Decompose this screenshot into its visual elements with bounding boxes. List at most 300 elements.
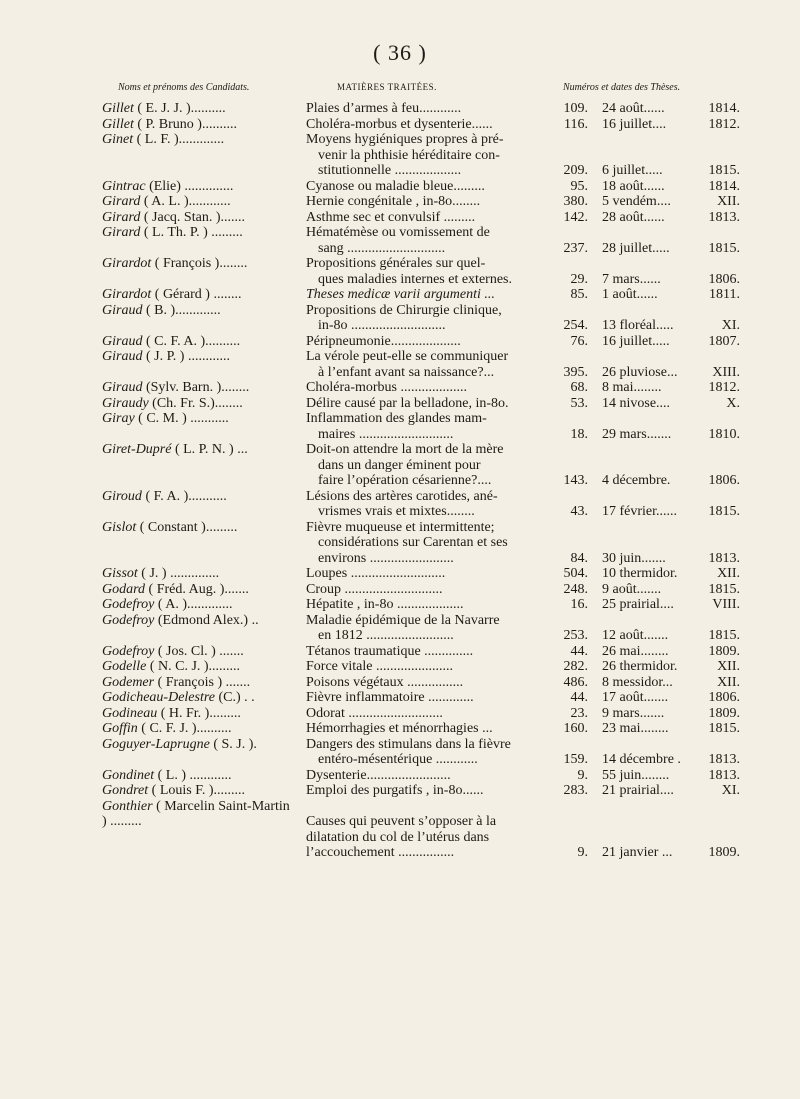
table-row xyxy=(0,225,800,256)
candidate-name xyxy=(102,287,297,303)
table-row xyxy=(0,287,800,303)
thesis-day-month: 8 mai........ xyxy=(602,380,662,395)
subject-line: sang ............................ xyxy=(318,240,446,256)
thesis-number: 395. xyxy=(563,364,588,380)
candidate-name xyxy=(102,644,297,660)
column-headers xyxy=(0,82,800,98)
candidate-name xyxy=(102,799,297,830)
thesis-year: VIII. xyxy=(712,597,740,612)
thesis-day-month: 23 mai........ xyxy=(602,721,669,736)
thesis-day-month: 21 prairial.... xyxy=(602,783,674,798)
thesis-day-month: 28 juillet..... xyxy=(602,240,670,256)
thesis-day-month: 21 janvier ... xyxy=(602,845,673,860)
thesis-day-month: 6 juillet..... xyxy=(602,163,663,178)
candidate-given-names: ( J. P. ) ............ xyxy=(142,349,230,364)
thesis-subject xyxy=(306,675,550,691)
subject-line: Dysenterie........................ xyxy=(306,767,451,783)
table-row xyxy=(0,597,800,613)
candidate-name xyxy=(102,380,297,396)
thesis-date xyxy=(602,566,740,582)
thesis-number: 142. xyxy=(563,209,588,225)
thesis-year: 1810. xyxy=(708,426,740,442)
thesis-day-month: 26 mai........ xyxy=(602,643,669,659)
candidate-surname: Goffin xyxy=(102,721,138,736)
candidate-name xyxy=(102,768,297,784)
thesis-day-month: 55 juin........ xyxy=(602,767,670,783)
candidate-name xyxy=(102,334,297,350)
candidate-surname: Giroud xyxy=(102,488,142,504)
table-row xyxy=(0,737,800,768)
candidate-surname: Gillet xyxy=(102,116,134,132)
table-row xyxy=(0,303,800,334)
thesis-year: 1813. xyxy=(708,752,740,767)
candidate-surname: Girard xyxy=(102,194,141,209)
candidate-surname: Goguyer-Laprugne xyxy=(102,736,210,752)
candidate-given-names: ( S. J. ). xyxy=(209,736,257,752)
thesis-year: 1814. xyxy=(708,178,740,194)
candidate-given-names: ( H. Fr. )......... xyxy=(157,705,241,721)
candidate-surname: Giraud xyxy=(102,380,143,395)
candidate-name xyxy=(102,597,297,613)
subject-line: considérations sur Carentan et ses xyxy=(318,535,508,550)
thesis-number: 18. xyxy=(570,426,588,442)
thesis-number: 143. xyxy=(563,473,588,488)
subject-line: Fièvre inflammatoire ............. xyxy=(306,690,474,705)
thesis-day-month: 9 août....... xyxy=(602,581,662,597)
candidate-surname: Godefroy xyxy=(102,612,155,628)
candidate-given-names: ( J. ) .............. xyxy=(137,566,220,581)
candidate-name xyxy=(102,225,297,241)
table-row xyxy=(0,117,800,133)
subject-line: Hernie congénitale , in-8o........ xyxy=(306,194,481,209)
thesis-subject xyxy=(306,659,550,675)
candidate-surname: Godemer xyxy=(102,674,155,690)
subject-line: Doit-on attendre la mort de la mère xyxy=(306,442,504,457)
header-numbers: Numéros et dates des Thèses. xyxy=(563,82,681,93)
candidate-name xyxy=(102,179,297,195)
candidate-surname: Gondinet xyxy=(102,767,155,783)
thesis-year: 1809. xyxy=(708,705,740,721)
thesis-number: 237. xyxy=(563,240,588,256)
candidate-given-names: ( L. Th. P. ) ......... xyxy=(140,225,243,240)
thesis-year: 1811. xyxy=(709,287,740,302)
table-row xyxy=(0,210,800,226)
thesis-subject xyxy=(306,582,550,598)
thesis-date xyxy=(602,427,740,443)
table-row xyxy=(0,799,800,861)
thesis-subject xyxy=(306,256,550,287)
thesis-year: 1813. xyxy=(708,767,740,783)
candidate-given-names: ( C. F. A. ).......... xyxy=(142,333,241,349)
subject-line: Hépatite , in-8o ................... xyxy=(306,597,464,612)
thesis-day-month: 29 mars....... xyxy=(602,426,672,442)
subject-line: en 1812 ......................... xyxy=(318,628,454,643)
thesis-day-month: 18 août...... xyxy=(602,178,665,194)
candidate-name xyxy=(102,101,297,117)
thesis-subject xyxy=(306,721,550,737)
table-row xyxy=(0,334,800,350)
thesis-number: 504. xyxy=(563,566,588,581)
candidate-surname: Gondret xyxy=(102,783,149,798)
subject-line: Odorat ........................... xyxy=(306,705,443,721)
thesis-number: 44. xyxy=(570,643,588,659)
thesis-year: 1806. xyxy=(708,473,740,488)
thesis-year: 1812. xyxy=(708,380,740,395)
thesis-subject xyxy=(306,132,550,179)
table-row xyxy=(0,194,800,210)
thesis-subject xyxy=(306,442,550,489)
candidate-given-names: ( Constant )......... xyxy=(136,519,238,535)
candidate-given-names: ( L. P. N. ) ... xyxy=(171,442,248,457)
thesis-year: 1815. xyxy=(708,628,740,643)
candidate-given-names: ( Gérard ) ........ xyxy=(151,287,242,302)
thesis-date xyxy=(602,551,740,567)
thesis-list xyxy=(0,101,800,861)
candidate-name xyxy=(102,442,297,458)
thesis-number: 23. xyxy=(570,705,588,721)
candidate-given-names: ( François ) ....... xyxy=(154,674,251,690)
table-row xyxy=(0,721,800,737)
thesis-number: 109. xyxy=(563,101,588,116)
thesis-subject xyxy=(306,287,550,303)
table-row xyxy=(0,132,800,179)
candidate-surname: Godelle xyxy=(102,659,147,674)
thesis-subject xyxy=(306,799,550,861)
candidate-name xyxy=(102,489,297,505)
thesis-day-month: 5 vendém.... xyxy=(602,194,671,209)
candidate-surname: Gillet xyxy=(102,101,134,116)
subject-line: Cyanose ou maladie bleue......... xyxy=(306,178,485,194)
subject-line: Maladie épidémique de la Navarre xyxy=(306,612,500,628)
thesis-year: 1815. xyxy=(708,581,740,597)
table-row xyxy=(0,489,800,520)
table-row xyxy=(0,179,800,195)
thesis-subject xyxy=(306,706,550,722)
thesis-number: 486. xyxy=(563,674,588,690)
thesis-date xyxy=(602,675,740,691)
header-names: Noms et prénoms des Candidats. xyxy=(118,82,250,93)
candidate-name xyxy=(102,303,297,319)
thesis-day-month: 17 août....... xyxy=(602,690,669,705)
thesis-date xyxy=(602,768,740,784)
thesis-subject xyxy=(306,566,550,582)
table-row xyxy=(0,101,800,117)
thesis-number: 283. xyxy=(563,783,588,798)
thesis-day-month: 25 prairial.... xyxy=(602,597,674,612)
candidate-given-names: ( Marcelin Saint-Martin ) ......... xyxy=(102,798,290,829)
candidate-name xyxy=(102,194,297,210)
candidate-given-names: ( Jos. Cl. ) ....... xyxy=(154,643,244,659)
subject-line: Theses medicæ varii argumenti ... xyxy=(306,287,495,302)
thesis-day-month: 17 février...... xyxy=(602,504,678,519)
table-row xyxy=(0,349,800,380)
thesis-subject xyxy=(306,768,550,784)
subject-line: Causes qui peuvent s’opposer à la xyxy=(306,814,497,829)
page-number: ( 36 ) xyxy=(373,40,427,65)
thesis-subject xyxy=(306,690,550,706)
thesis-year: 1807. xyxy=(708,333,740,349)
thesis-number: 160. xyxy=(563,721,588,736)
subject-line: Moyens hygiéniques propres à pré- xyxy=(306,132,504,147)
subject-line: Force vitale ...................... xyxy=(306,659,453,674)
thesis-number: 76. xyxy=(570,333,588,349)
candidate-given-names: (Ch. Fr. S.)........ xyxy=(148,395,243,411)
thesis-number: 380. xyxy=(563,194,588,209)
candidate-given-names: (Edmond Alex.) .. xyxy=(154,612,259,628)
table-row xyxy=(0,411,800,442)
thesis-date xyxy=(602,597,740,613)
subject-line: l’accouchement ................ xyxy=(306,845,455,860)
thesis-number: 44. xyxy=(570,690,588,705)
thesis-year: 1806. xyxy=(708,690,740,705)
thesis-subject xyxy=(306,644,550,660)
thesis-year: 1815. xyxy=(708,721,740,736)
candidate-surname: Giraud xyxy=(102,333,143,349)
subject-line: à l’enfant avant sa naissance?... xyxy=(318,364,495,380)
subject-line: dilatation du col de l’utérus dans xyxy=(306,829,490,845)
candidate-surname: Gislot xyxy=(102,519,137,535)
thesis-number: 43. xyxy=(570,504,588,519)
header-matters: MATIÈRES TRAITÉES. xyxy=(337,82,437,92)
thesis-subject xyxy=(306,101,550,117)
subject-line: venir la phthisie héréditaire con- xyxy=(318,147,500,163)
thesis-day-month: 12 août....... xyxy=(602,628,669,643)
candidate-surname: Godineau xyxy=(102,705,158,721)
thesis-number: 9. xyxy=(577,767,588,783)
thesis-year: XII. xyxy=(717,194,740,209)
thesis-subject xyxy=(306,194,550,210)
candidate-name xyxy=(102,706,297,722)
thesis-year: XI. xyxy=(721,318,740,333)
table-row xyxy=(0,783,800,799)
thesis-year: 1814. xyxy=(708,101,740,116)
candidate-surname: Ginet xyxy=(102,132,134,147)
thesis-number: 248. xyxy=(563,581,588,597)
subject-line: Plaies d’armes à feu............ xyxy=(306,101,462,116)
subject-line: Choléra-morbus et dysenterie...... xyxy=(306,116,493,132)
candidate-surname: Godicheau-Delestre xyxy=(102,690,215,705)
table-row xyxy=(0,768,800,784)
subject-line: entéro-mésentérique ............ xyxy=(318,752,478,767)
subject-line: Hématémèse ou vomissement de xyxy=(306,225,490,240)
thesis-date xyxy=(602,845,740,861)
thesis-day-month: 9 mars....... xyxy=(602,705,665,721)
subject-line: vrismes vrais et mixtes........ xyxy=(318,504,475,519)
candidate-given-names: ( B. )............. xyxy=(142,302,221,318)
subject-line: environs ........................ xyxy=(318,550,454,566)
thesis-subject xyxy=(306,225,550,256)
candidate-surname: Giret-Dupré xyxy=(102,442,172,457)
subject-line: Emploi des purgatifs , in-8o...... xyxy=(306,783,484,798)
thesis-year: 1812. xyxy=(708,116,740,132)
thesis-day-month: 14 décembre . xyxy=(602,752,681,767)
candidate-name xyxy=(102,783,297,799)
thesis-year: 1809. xyxy=(708,643,740,659)
thesis-year: X. xyxy=(726,395,740,411)
thesis-date xyxy=(602,396,740,412)
candidate-surname: Girard xyxy=(102,209,141,225)
thesis-subject xyxy=(306,380,550,396)
candidate-surname: Godefroy xyxy=(102,597,155,612)
thesis-date xyxy=(602,721,740,737)
thesis-date xyxy=(602,706,740,722)
candidate-given-names: ( C. M. ) ........... xyxy=(134,411,229,426)
candidate-given-names: ( E. J. J. ).......... xyxy=(133,101,226,116)
candidate-given-names: (Elie) .............. xyxy=(145,178,234,194)
thesis-year: 1815. xyxy=(708,240,740,256)
candidate-given-names: ( A. L. )............ xyxy=(140,194,231,209)
candidate-surname: Giray xyxy=(102,411,135,426)
subject-line: Péripneumonie.................... xyxy=(306,333,461,349)
thesis-day-month: 1 août...... xyxy=(602,287,658,302)
thesis-date xyxy=(602,117,740,133)
thesis-day-month: 8 messidor... xyxy=(602,674,673,690)
thesis-number: 95. xyxy=(570,178,588,194)
thesis-subject xyxy=(306,210,550,226)
thesis-day-month: 10 thermidor. xyxy=(602,566,678,581)
subject-line: Fièvre muqueuse et intermittente; xyxy=(306,519,495,535)
subject-line: Délire causé par la belladone, in-8o. xyxy=(306,395,509,411)
thesis-subject xyxy=(306,613,550,644)
table-row xyxy=(0,659,800,675)
thesis-date xyxy=(602,628,740,644)
candidate-name xyxy=(102,411,297,427)
candidate-name xyxy=(102,690,297,706)
candidate-surname: Gintrac xyxy=(102,178,146,194)
candidate-surname: Girard xyxy=(102,225,141,240)
thesis-day-month: 26 pluviose... xyxy=(602,364,678,380)
thesis-date xyxy=(602,644,740,660)
thesis-date xyxy=(602,504,740,520)
candidate-surname: Giraud xyxy=(102,349,143,364)
candidate-surname: Girardot xyxy=(102,256,152,271)
subject-line: Propositions de Chirurgie clinique, xyxy=(306,302,502,318)
subject-line: Asthme sec et convulsif ......... xyxy=(306,209,476,225)
candidate-name xyxy=(102,659,297,675)
thesis-number: 209. xyxy=(563,163,588,178)
candidate-given-names: ( A. )............. xyxy=(154,597,233,612)
thesis-day-month: 28 août...... xyxy=(602,209,665,225)
table-row xyxy=(0,706,800,722)
thesis-day-month: 7 mars...... xyxy=(602,271,661,287)
thesis-year: XII. xyxy=(717,659,740,674)
thesis-number: 254. xyxy=(563,318,588,333)
thesis-year: 1815. xyxy=(708,504,740,519)
thesis-year: XIII. xyxy=(712,364,740,380)
subject-line xyxy=(306,799,550,815)
candidate-name xyxy=(102,613,297,629)
candidate-given-names: (Sylv. Barn. )........ xyxy=(142,380,250,395)
thesis-date xyxy=(602,659,740,675)
thesis-date xyxy=(602,241,740,257)
thesis-year: 1809. xyxy=(708,845,740,860)
thesis-subject xyxy=(306,411,550,442)
thesis-date xyxy=(602,210,740,226)
thesis-date xyxy=(602,582,740,598)
subject-line: Tétanos traumatique .............. xyxy=(306,643,474,659)
subject-line: faire l’opération césarienne?.... xyxy=(318,473,492,488)
thesis-date xyxy=(602,365,740,381)
candidate-given-names: ( François )........ xyxy=(151,256,248,271)
thesis-day-month: 4 décembre. xyxy=(602,473,671,488)
candidate-name xyxy=(102,737,297,753)
candidate-given-names: ( P. Bruno ).......... xyxy=(133,116,237,132)
subject-line: dans un danger éminent pour xyxy=(318,457,481,473)
thesis-number: 29. xyxy=(570,271,588,287)
thesis-number: 16. xyxy=(570,597,588,612)
candidate-given-names: ( L. ) ............ xyxy=(154,767,232,783)
table-row xyxy=(0,380,800,396)
subject-line: Choléra-morbus ................... xyxy=(306,380,467,395)
thesis-date xyxy=(602,272,740,288)
candidate-given-names: ( Fréd. Aug. )....... xyxy=(145,581,249,597)
candidate-given-names: ( L. F. )............. xyxy=(133,132,225,147)
candidate-name xyxy=(102,721,297,737)
thesis-day-month: 14 nivose.... xyxy=(602,395,671,411)
thesis-date xyxy=(602,334,740,350)
thesis-date xyxy=(602,690,740,706)
thesis-number: 159. xyxy=(563,752,588,767)
candidate-name xyxy=(102,520,297,536)
candidate-name xyxy=(102,117,297,133)
candidate-surname: Giraudy xyxy=(102,395,149,411)
thesis-date xyxy=(602,318,740,334)
candidate-given-names: (C.) . . xyxy=(215,690,255,705)
candidate-given-names: ( Jacq. Stan. )....... xyxy=(140,209,245,225)
thesis-number: 253. xyxy=(563,628,588,643)
table-row xyxy=(0,256,800,287)
candidate-surname: Godefroy xyxy=(102,643,155,659)
thesis-date xyxy=(602,287,740,303)
thesis-subject xyxy=(306,396,550,412)
thesis-subject xyxy=(306,334,550,350)
table-row xyxy=(0,644,800,660)
candidate-name xyxy=(102,132,297,148)
thesis-subject xyxy=(306,179,550,195)
table-row xyxy=(0,582,800,598)
subject-line: Propositions générales sur quel- xyxy=(306,256,486,271)
thesis-date xyxy=(602,752,740,768)
thesis-date xyxy=(602,380,740,396)
thesis-day-month: 24 août...... xyxy=(602,101,665,116)
candidate-name xyxy=(102,675,297,691)
subject-line: maires ........................... xyxy=(318,426,454,442)
thesis-day-month: 26 thermidor. xyxy=(602,659,678,674)
thesis-subject xyxy=(306,489,550,520)
subject-line: stitutionnelle ................... xyxy=(318,163,462,178)
subject-line: Hémorrhagies et ménorrhagies ... xyxy=(306,721,493,736)
candidate-given-names: ( C. F. J. ).......... xyxy=(137,721,232,736)
table-row xyxy=(0,442,800,489)
subject-line: ques maladies internes et externes. xyxy=(318,271,512,287)
candidate-surname: Gonthier xyxy=(102,798,153,814)
thesis-day-month: 13 floréal..... xyxy=(602,318,674,333)
thesis-year: 1815. xyxy=(708,163,740,178)
thesis-number: 53. xyxy=(570,395,588,411)
candidate-name xyxy=(102,349,297,365)
candidate-name xyxy=(102,256,297,272)
thesis-subject xyxy=(306,349,550,380)
thesis-year: 1813. xyxy=(708,209,740,225)
candidate-surname: Girardot xyxy=(102,287,152,302)
subject-line: Inflammation des glandes mam- xyxy=(306,411,487,426)
candidate-surname: Giraud xyxy=(102,302,143,318)
thesis-day-month: 16 juillet.... xyxy=(602,116,667,132)
candidate-given-names: ( N. C. J. )......... xyxy=(146,659,241,674)
thesis-day-month: 16 juillet..... xyxy=(602,333,670,349)
thesis-number: 116. xyxy=(564,116,588,132)
thesis-year: XII. xyxy=(717,566,740,581)
